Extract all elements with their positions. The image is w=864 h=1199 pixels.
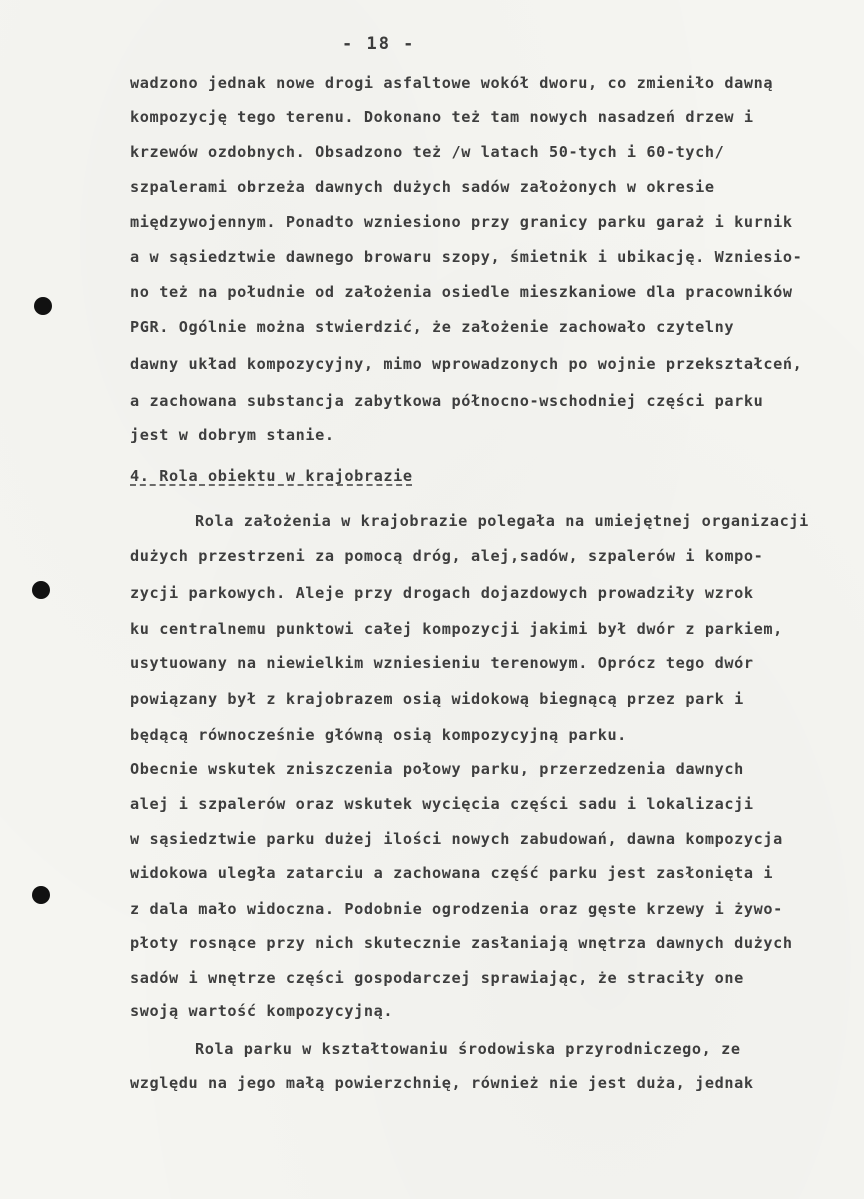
text-line: Rola założenia w krajobrazie polegała na umiejętnej organizacji	[195, 512, 809, 530]
text-line: z dala mało widoczna. Podobnie ogrodzenia oraz gęste krzewy i żywo-	[130, 900, 783, 918]
text-line: w sąsiedztwie parku dużej ilości nowych zabudowań, dawna kompozycja	[130, 830, 783, 848]
text-line: względu na jego małą powierzchnię, również nie jest duża, jednak	[130, 1074, 754, 1092]
text-line: widokowa uległa zatarciu a zachowana część parku jest zasłonięta i	[130, 864, 774, 882]
text-line: Rola parku w kształtowaniu środowiska przyrodniczego, ze	[195, 1040, 741, 1058]
text-line: alej i szpalerów oraz wskutek wycięcia części sadu i lokalizacji	[130, 795, 754, 813]
text-line: sadów i wnętrze części gospodarczej sprawiając, że straciły one	[130, 969, 744, 987]
text-line: ku centralnemu punktowi całej kompozycji jakimi był dwór z parkiem,	[130, 620, 783, 638]
text-line: Obecnie wskutek zniszczenia połowy parku, przerzedzenia dawnych	[130, 760, 744, 778]
text-line: no też na południe od założenia osiedle mieszkaniowe dla pracowników	[130, 283, 793, 301]
text-line: dawny układ kompozycyjny, mimo wprowadzonych po wojnie przekształceń,	[130, 355, 803, 373]
text-line: usytuowany na niewielkim wzniesieniu terenowym. Oprócz tego dwór	[130, 654, 754, 672]
section-heading: 4. Rola obiektu w krajobrazie	[130, 467, 413, 485]
text-line: kompozycję tego terenu. Dokonano też tam nowych nasadzeń drzew i	[130, 108, 754, 126]
text-line: swoją wartość kompozycyjną.	[130, 1002, 394, 1020]
text-line: jest w dobrym stanie.	[130, 426, 335, 444]
text-line: krzewów ozdobnych. Obsadzono też /w latach 50-tych i 60-tych/	[130, 143, 725, 161]
text-line: będącą równocześnie główną osią kompozycyjną parku.	[130, 726, 627, 744]
text-line: szpalerami obrzeża dawnych dużych sadów założonych w okresie	[130, 178, 715, 196]
text-line: a w sąsiedztwie dawnego browaru szopy, śmietnik i ubikację. Wzniesio-	[130, 248, 803, 266]
text-line: międzywojennym. Ponadto wzniesiono przy granicy parku garaż i kurnik	[130, 213, 793, 231]
page-number: - 18 -	[342, 34, 416, 54]
text-line: a zachowana substancja zabytkowa północno-wschodniej części parku	[130, 392, 764, 410]
text-line: PGR. Ogólnie można stwierdzić, że założenie zachowało czytelny	[130, 318, 735, 336]
punch-hole	[34, 297, 52, 315]
punch-hole	[32, 581, 50, 599]
text-line: płoty rosnące przy nich skutecznie zasłaniają wnętrza dawnych dużych	[130, 934, 793, 952]
text-line: powiązany był z krajobrazem osią widokową biegnącą przez park i	[130, 690, 744, 708]
punch-hole	[32, 886, 50, 904]
text-line: zycji parkowych. Aleje przy drogach dojazdowych prowadziły wzrok	[130, 584, 754, 602]
text-line: dużych przestrzeni za pomocą dróg, alej,sadów, szpalerów i kompo-	[130, 547, 764, 565]
text-line: wadzono jednak nowe drogi asfaltowe wokół dworu, co zmieniło dawną	[130, 74, 774, 92]
